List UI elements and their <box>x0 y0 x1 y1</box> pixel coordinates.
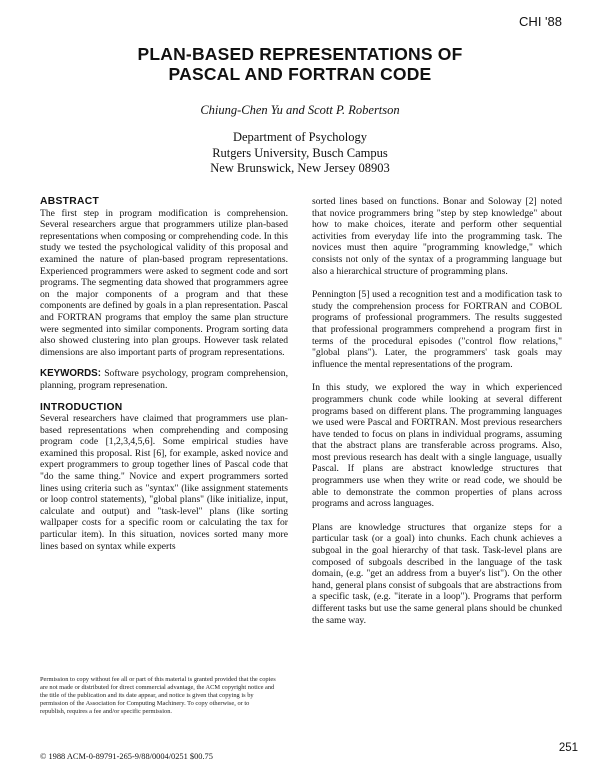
introduction-paragraph-4: Plans are knowledge structures that organize steps for a particular task (or a goal) into chunks. Each chunk achieves a subgoal in the goal hierarchy of that task. Task-level plans are composed of subgoals described in the language of the task domain, (e.g. "get an address from a buyer's list"). On the other hand, general plans consist of subgoals that are abstractions from a specific task, (e.g. "iterate in a loop"). Programs that perform different tasks but use the same general plans should be chunked the same way. <box>312 521 562 626</box>
abstract-text: The first step in program modification is comprehension. Several researchers argue that programmers utilize plan-based representations when composing or comprehending code. In this study we tested the psychological validity of this proposal and examined the nature of plan-based program representations. Experienced programmers were asked to segment code and sort programs. The segmenting data showed that programmers agree on the major components of a program and that these components are defined by goals in a plan representation. Pascal and FORTRAN programs that employ the same plan structure were segmented into similar components. Program sorting data also showed clustering into plan groups. However task related dimensions are also important parts of program representations. <box>40 207 288 358</box>
affiliation-line-3: New Brunswick, New Jersey 08903 <box>210 161 390 175</box>
introduction-paragraph-3: In this study, we explored the way in which experienced programmers chunk code while looking at several different programs based on different plans. The programming languages we used were Pascal and FORTRAN. Most previous researchers have tended to focus on plans in individual programs, assuming that the abstract plans are transferable across programs. Also, most previous research has dealt with a single language, usually Pascal. If plans are abstract knowledge structures that programmers use when they write or read code, we should be able to demonstrate the common properties of plans across programs and across languages. <box>312 382 562 510</box>
introduction-heading: INTRODUCTION <box>40 401 123 413</box>
affiliation-line-2: Rutgers University, Busch Campus <box>212 145 388 160</box>
title-line-2: PASCAL AND FORTRAN CODE <box>168 64 432 84</box>
affiliation-line-1: Department of Psychology <box>232 130 367 144</box>
keywords <box>40 368 288 391</box>
introduction-paragraph-2: Pennington [5] used a recognition test and a modification task to study the comprehension process for FORTRAN and COBOL programs of professional programmers. The results suggested that professional programmers comprehend a program first in terms of the procedural episodes ("control flow relations," "global plans"). Later, the programmers' task goals may influence the mental representations of the program. <box>312 289 562 370</box>
copyright-line: © 1988 ACM-0-89791-265-9/88/0004/0251 $00.75 <box>40 752 213 761</box>
page-number: 251 <box>558 742 578 754</box>
abstract-heading: ABSTRACT <box>40 196 100 207</box>
authors: Chiung-Chen Yu and Scott P. Robertson <box>200 103 400 117</box>
title-line-1: PLAN-BASED REPRESENTATIONS OF <box>137 44 463 64</box>
left-column <box>40 196 288 562</box>
conference-header: CHI '88 <box>519 14 562 29</box>
introduction-paragraph-1: Several researchers have claimed that programmers use plan-based representations when comprehending and composing program code [1,2,3,4,5,6]. Some empirical studies have examined this proposal. Rist [6], for example, asked novice and expert programmers to group together lines of Pascal code that "do the same thing." Novice and expert programmers sorted lines using criteria such as "syntax" (like assignment statements or loop control statements), "global plans" (like initialize, input, calculate and output) and "task-level" plans (like sorting wallpaper costs for a specific room or calculating the tax for particular item). In this situation, novices sorted many more lines based on syntax while experts <box>40 413 288 552</box>
introduction-paragraph-1-continued: sorted lines based on functions. Bonar and Soloway [2] noted that novice programmers bring "step by step knowledge" about how to make choices, iterate and perform other sequential activities from everyday life into the programming task. The novices must then aquire "programming knowledge," which consists not only of the syntax of a programming language but also a hierarchical structure of programming plans. <box>312 196 562 277</box>
keywords-text: Software psychology, program comprehension, planning, program represenation. <box>40 368 288 391</box>
affiliation <box>0 130 600 177</box>
permission-notice: Permission to copy without fee all or part of this material is granted provided that the copies are not made or distributed for direct commercial advantage, the ACM copyright notice and the title of the publication and its date appear, and notice is given that copying is by permission of the Association for Computing Machinery. To copy otherwise, or to republish, requires a fee and/or specific permission. <box>40 676 276 716</box>
right-column <box>312 196 562 638</box>
paper-title <box>0 44 600 84</box>
keywords-label: KEYWORDS: <box>40 368 101 380</box>
